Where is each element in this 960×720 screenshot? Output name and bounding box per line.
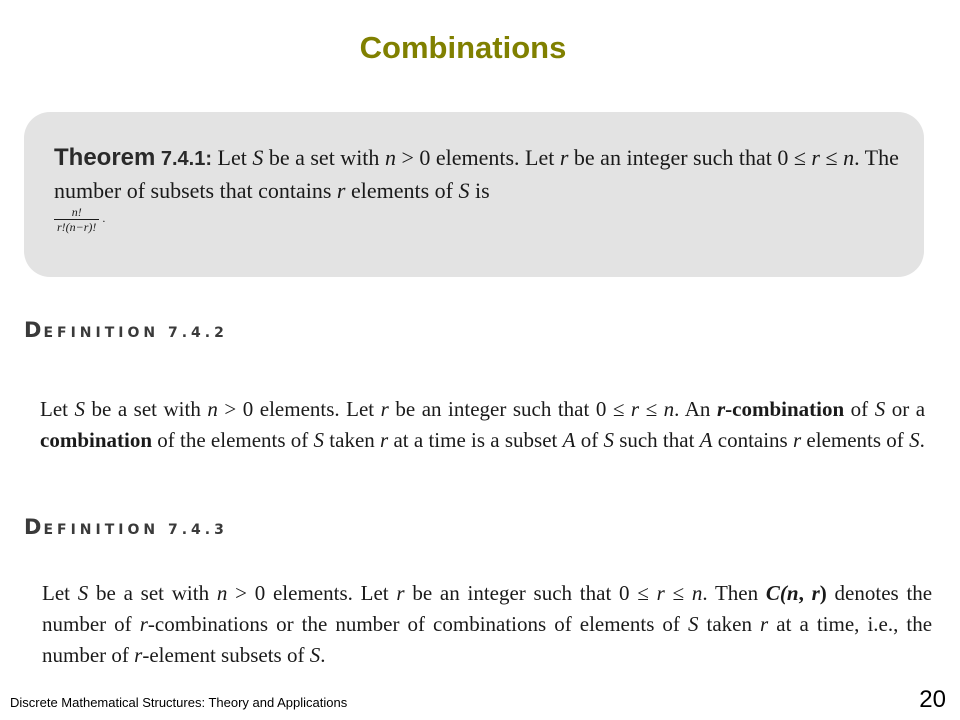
definition-743-heading: DEFINITION 7.4.3 (24, 515, 228, 539)
theorem-number: 7.4.1: (160, 148, 213, 170)
theorem-label: Theorem (54, 144, 156, 171)
theorem-fraction (54, 206, 105, 234)
definition-743-text: Let S be a set with n > 0 elements. Let r be an integer such that 0 ≤ r ≤ n. Then C(n, r) denotes the number of r-combinations or the number of combinations of elements of S taken r at a time, i.e., the number of r-element subsets of S. (42, 581, 933, 667)
page-number: 20 (919, 686, 946, 713)
slide-title: Combinations (359, 30, 567, 65)
definition-742-heading: DEFINITION 7.4.2 (24, 318, 228, 342)
footer-text: Discrete Mathematical Structures: Theory and Applications (10, 695, 348, 710)
fraction-denominator: r!(n−r)! (54, 219, 99, 234)
theorem-text: Theorem 7.4.1: Let S be a set with n > 0 elements. Let r be an integer such that 0 ≤ r ≤ n. The number of subsets that contains r elements of S is (54, 144, 899, 203)
definition-742-text: Let S be a set with n > 0 elements. Let r be an integer such that 0 ≤ r ≤ n. An r-combination of S or a combination of the elements of S taken r at a time is a subset A of S such that A contains r elements of S. (40, 397, 926, 452)
fraction-numerator: n! (71, 205, 82, 219)
fraction-period: . (102, 211, 106, 225)
theorem-box (24, 112, 924, 277)
